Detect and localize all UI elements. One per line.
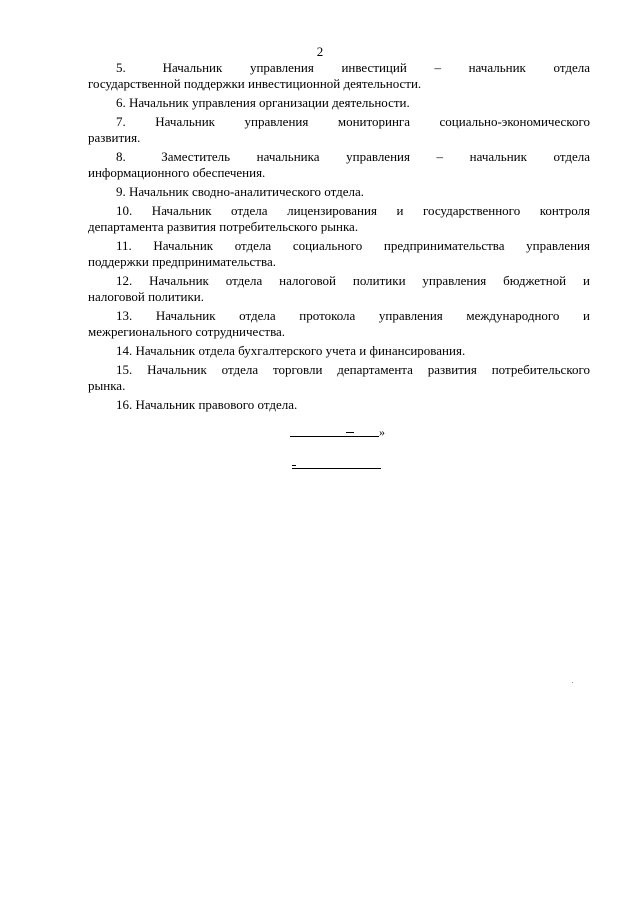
second-underline <box>292 468 381 469</box>
list-item-continuation: развития. <box>88 130 141 145</box>
list-item-continuation: рынка. <box>88 378 126 393</box>
list-item-first-line: 11. Начальник отдела социального предпринимательства управления <box>116 238 590 253</box>
list-item-first-line: 14. Начальник отдела бухгалтерского учета и финансирования. <box>116 343 466 358</box>
list-item-first-line: 5. Начальник управления инвестиций – начальник отдела <box>116 60 590 75</box>
list-item-continuation: налоговой политики. <box>88 289 204 304</box>
list-item-first-line: 15. Начальник отдела торговли департамента развития потребительского <box>116 362 590 377</box>
position-list <box>88 60 590 416</box>
list-item <box>116 343 590 359</box>
list-item-first-line: 12. Начальник отдела налоговой политики управления бюджетной и <box>116 273 590 288</box>
list-item <box>88 362 590 394</box>
list-item <box>88 308 590 340</box>
list-item-continuation: межрегионального сотрудничества. <box>88 324 286 339</box>
list-item-continuation: департамента развития потребительского рынка. <box>88 219 359 234</box>
list-item-first-line: 16. Начальник правового отдела. <box>116 397 298 412</box>
list-item-first-line: 13. Начальник отдела протокола управления международного и <box>116 308 590 323</box>
list-item <box>88 60 590 92</box>
list-item <box>116 95 590 111</box>
list-item <box>88 273 590 305</box>
list-item-first-line: 6. Начальник управления организации деятельности. <box>116 95 410 110</box>
closing-signature-line <box>290 426 390 442</box>
list-item <box>88 114 590 146</box>
list-item <box>116 397 590 413</box>
list-item-continuation: государственной поддержки инвестиционной деятельности. <box>88 76 422 91</box>
list-item-first-line: 8. Заместитель начальника управления – начальник отдела <box>116 149 590 164</box>
list-item <box>88 149 590 181</box>
list-item-first-line: 10. Начальник отдела лицензирования и государственного контроля <box>116 203 590 218</box>
scan-speck <box>572 682 573 683</box>
list-item-continuation: поддержки предпринимательства. <box>88 254 276 269</box>
list-item-continuation: информационного обеспечения. <box>88 165 266 180</box>
list-item <box>116 184 590 200</box>
list-item <box>88 203 590 235</box>
list-item-first-line: 7. Начальник управления мониторинга социально-экономического <box>116 114 590 129</box>
list-item-first-line: 9. Начальник сводно-аналитического отдела. <box>116 184 365 199</box>
signature-underline <box>290 436 379 437</box>
closing-quote-mark: » <box>379 425 385 439</box>
page-number: 2 <box>316 44 324 59</box>
signature-underline-tick <box>346 432 354 433</box>
second-underline-tick <box>292 465 296 466</box>
list-item <box>88 238 590 270</box>
